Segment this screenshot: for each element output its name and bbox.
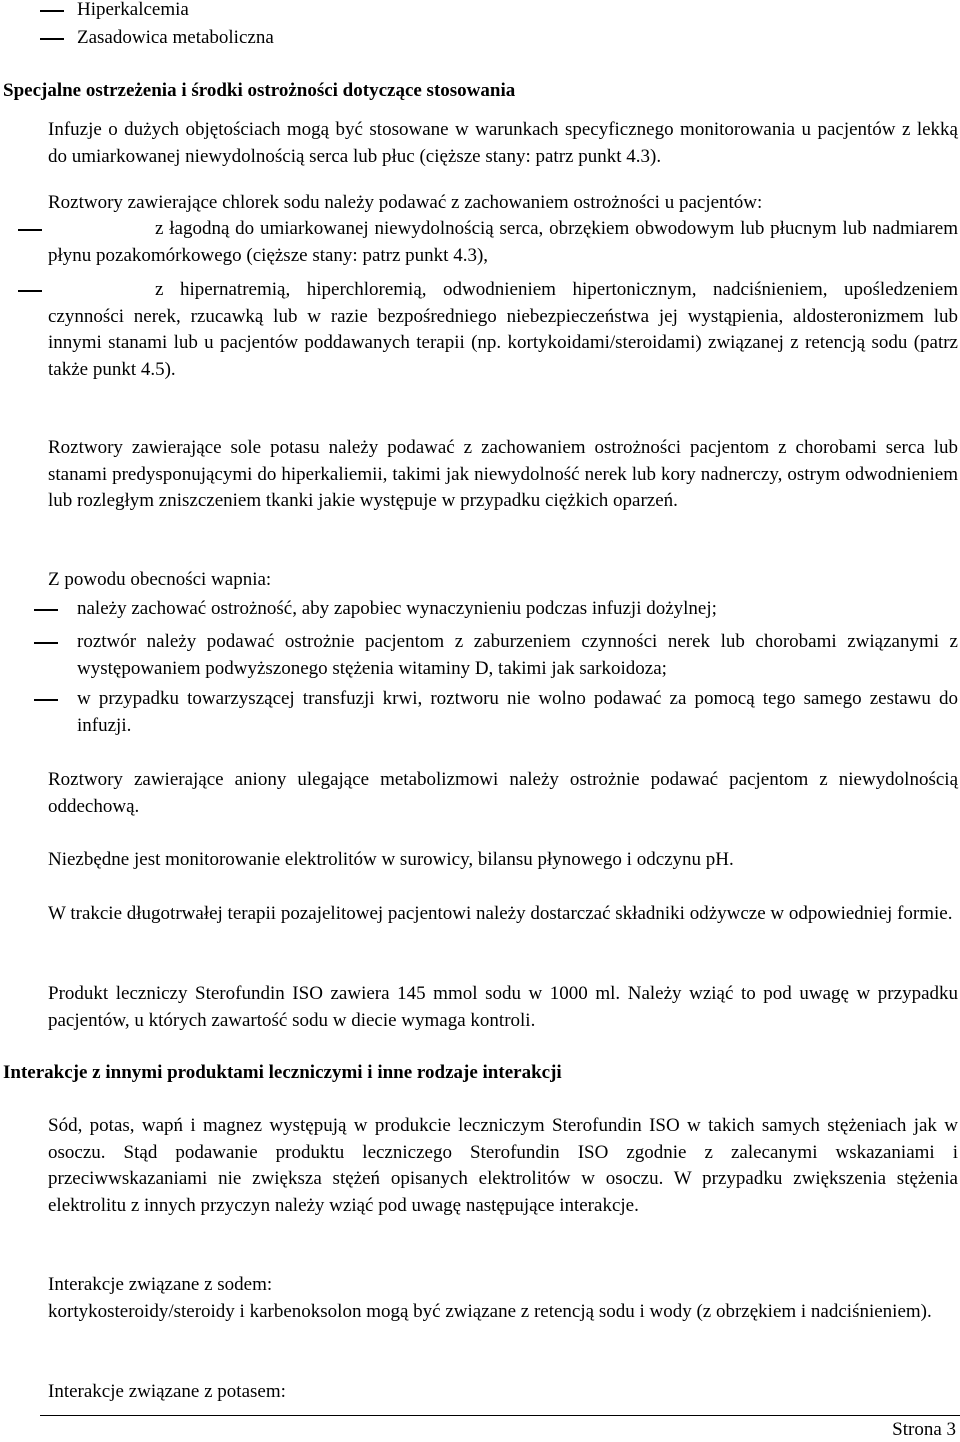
list-item: należy zachować ostrożność, aby zapobiec wynaczynieniu podczas infuzji dożylnej; xyxy=(77,598,717,619)
paragraph: Produkt leczniczy Sterofundin ISO zawiera 145 mmol sodu w 1000 ml. Należy wziąć to pod uwagę w przypadku pacjentów, u których zawartość sodu w diecie wymaga kontroli. xyxy=(48,983,958,1031)
paragraph: Roztwory zawierające aniony ulegające metabolizmowi należy ostrożnie podawać pacjentom z niewydolnością oddechową. xyxy=(48,769,958,817)
dash-icon xyxy=(34,609,58,611)
list-item: Zasadowica metaboliczna xyxy=(77,27,274,48)
dash-icon xyxy=(18,229,42,231)
list-item: w przypadku towarzyszącej transfuzji krwi, roztworu nie wolno podawać za pomocą tego samego zestawu do infuzji. xyxy=(77,688,958,736)
list-item: z łagodną do umiarkowanej niewydolnością serca, obrzękiem obwodowym lub płucnym lub nadmiarem płynu pozakomórkowego (cięższe stany: patrz punkt 4.3), xyxy=(48,218,958,266)
section-heading: Specjalne ostrzeżenia i środki ostrożności dotyczące stosowania xyxy=(3,80,516,101)
dash-icon xyxy=(40,10,64,12)
paragraph: Roztwory zawierające sole potasu należy podawać z zachowaniem ostrożności pacjentom z chorobami serca lub stanami predysponującymi do hiperkaliemii, takimi jak niewydolność nerek lub kory nadnerczy, ostrym odwodnieniem lub rozległym zniszczeniem tkanki jakie występuje w przypadku ciężkich oparzeń. xyxy=(48,437,958,511)
list-item: roztwór należy podawać ostrożnie pacjentom z zaburzeniem czynności nerek lub chorobami związanymi z występowaniem podwyższonego stężenia witaminy D, takimi jak sarkoidoza; xyxy=(77,631,958,679)
page-number: Strona 3 xyxy=(892,1419,956,1440)
paragraph: W trakcie długotrwałej terapii pozajelitowej pacjentowi należy dostarczać składniki odżywcze w odpowiedniej formie. xyxy=(48,903,953,924)
paragraph: kortykosteroidy/steroidy i karbenoksolon mogą być związane z retencją sodu i wody (z obrzękiem i nadciśnieniem). xyxy=(48,1301,932,1322)
paragraph-label: Interakcje związane z potasem: xyxy=(48,1381,286,1402)
paragraph-label: Interakcje związane z sodem: xyxy=(48,1274,273,1295)
section-heading: Interakcje z innymi produktami leczniczymi i inne rodzaje interakcji xyxy=(3,1062,562,1083)
dash-icon xyxy=(34,699,58,701)
paragraph: Sód, potas, wapń i magnez występują w produkcie leczniczym Sterofundin ISO w takich samych stężeniach jak w osoczu. Stąd podawanie produktu leczniczego Sterofundin ISO zgodnie z zalecanymi wskazaniami i przeciwwskazaniami nie zwiększa stężeń opisanych elektrolitów w osoczu. W przypadku zwiększenia stężenia elektrolitu z innych przyczyn należy wziąć pod uwagę następujące interakcje. xyxy=(48,1115,958,1216)
dash-icon xyxy=(34,642,58,644)
paragraph: Roztwory zawierające chlorek sodu należy podawać z zachowaniem ostrożności u pacjentów: xyxy=(48,192,763,213)
footer-divider xyxy=(40,1415,960,1416)
list-item: Hiperkalcemia xyxy=(77,0,189,20)
paragraph: Niezbędne jest monitorowanie elektrolitów w surowicy, bilansu płynowego i odczynu pH. xyxy=(48,849,734,870)
paragraph: Infuzje o dużych objętościach mogą być stosowane w warunkach specyficznego monitorowania u pacjentów z lekką do umiarkowanej niewydolnością serca lub płuc (cięższe stany: patrz punkt 4.3). xyxy=(48,119,958,167)
paragraph-label: Z powodu obecności wapnia: xyxy=(48,569,272,590)
list-item: z hipernatremią, hiperchloremią, odwodnieniem hipertonicznym, nadciśnieniem, upośledzeniem czynności nerek, rzucawką lub w razie bezpośredniego niebezpieczeństwa jej wystąpienia, aldosteronizmem lub innymi stanami lub u pacjentów poddawanych terapii (np. kortykoidami/steroidami) związanej z retencją sodu (patrz także punkt 4.5). xyxy=(48,279,958,380)
dash-icon xyxy=(40,38,64,40)
dash-icon xyxy=(18,290,42,292)
